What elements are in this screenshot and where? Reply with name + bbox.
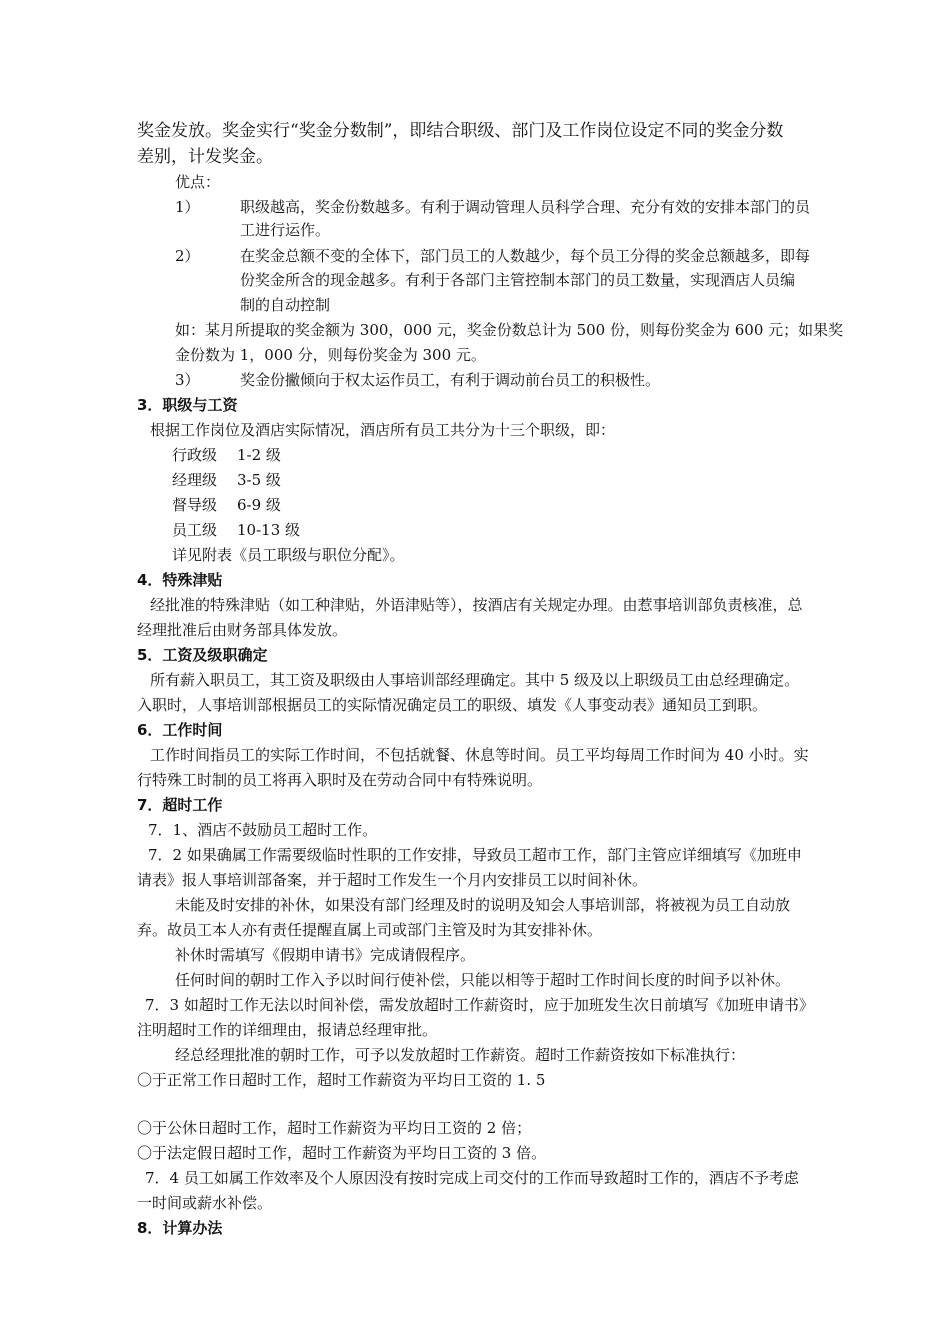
section-3-note: 详见附表《员工职级与职位分配》。 — [172, 546, 405, 564]
section-7-title: 7．超时工作 — [137, 796, 223, 814]
section-4-line-1: 经批准的特殊津贴（如工种津贴，外语津贴等），按酒店有关规定办理。由惹事培训部负责核准，总 — [150, 596, 803, 614]
item-2-line-3: 制的自动控制 — [240, 296, 331, 314]
clause-7-2b-line-1: 未能及时安排的补休，如果没有部门经理及时的说明及知会人事培训部，将被视为员工自动放 — [175, 896, 791, 914]
clause-7-1: 7．1、酒店不鼓励员工超时工作。 — [148, 821, 378, 839]
level-row-1-name: 行政级 — [172, 446, 218, 464]
section-6-line-2: 行特殊工时制的员工将再入职时及在劳动合同中有特殊说明。 — [137, 771, 543, 789]
clause-7-2b-line-2: 弃。故员工本人亦有责任提醒直属上司或部门主管及时为其安排补休。 — [137, 921, 603, 939]
item-3-number: 3） — [175, 371, 200, 389]
section-6-line-1: 工作时间指员工的实际工作时间，不包括就餐、休息等时间。员工平均每周工作时间为 40 小时。实 — [150, 746, 809, 764]
item-1-line-2: 工进行运作。 — [240, 221, 331, 239]
section-5-line-1: 所有薪入职员工，其工资及职级由人事培训部经理确定。其中 5 级及以上职级员工由总经理确定。 — [150, 671, 800, 689]
rate-normal-day: 〇于正常工作日超时工作，超时工作薪资为平均日工资的 1. 5 — [137, 1071, 546, 1089]
level-row-3-name: 督导级 — [172, 496, 218, 514]
level-row-4-range: 10-13 级 — [237, 521, 301, 539]
clause-7-4-line-1: 7．4 员工如属工作效率及个人原因没有按时完成上司交付的工作而导致超时工作的，酒店不予考虑 — [145, 1169, 799, 1187]
section-8-title: 8．计算办法 — [137, 1219, 223, 1237]
level-row-2-name: 经理级 — [172, 471, 218, 489]
section-4-line-2: 经理批准后由财务部具体发放。 — [137, 621, 348, 639]
item-3-line-1: 奖金份撇倾向于权太运作员工，有利于调动前台员工的积极性。 — [240, 371, 661, 389]
section-6-title: 6．工作时间 — [137, 721, 223, 739]
example-line-2: 金份数为 1，000 分，则每份奖金为 300 元。 — [175, 346, 486, 364]
clause-7-3-line-1: 7．3 如超时工作无法以时间补偿，需发放超时工作薪资时，应于加班发生次日前填写《加班申请书》 — [145, 996, 814, 1014]
rate-holiday: 〇于法定假日超时工作，超时工作薪资为平均日工资的 3 倍。 — [137, 1144, 547, 1162]
item-2-line-1: 在奖金总额不变的全体下，部门员工的人数越少，每个员工分得的奖金总额越多，即每 — [240, 247, 811, 265]
section-5-title: 5．工资及级职确定 — [137, 646, 268, 664]
intro-line-1: 奖金发放。奖金实行“奖金分数制”，即结合职级、部门及工作岗位设定不同的奖金分数 — [137, 121, 784, 141]
clause-7-3-line-2: 注明超时工作的详细理由，报请总经理审批。 — [137, 1021, 438, 1039]
level-row-1-range: 1-2 级 — [237, 446, 281, 464]
clause-7-2c: 补休时需填写《假期申请书》完成请假程序。 — [175, 946, 476, 964]
section-3-intro: 根据工作岗位及酒店实际情况，酒店所有员工共分为十三个职级，即： — [150, 421, 616, 439]
clause-7-2-line-1: 7．2 如果确属工作需要级临时性职的工作安排，导致员工超市工作，部门主管应详细填写《加班申 — [148, 846, 802, 864]
item-2-number: 2） — [175, 247, 200, 265]
level-row-3-range: 6-9 级 — [237, 496, 281, 514]
example-line-1: 如：某月所提取的奖金额为 300，000 元，奖金份数总计为 500 份，则每份奖金为 600 元；如果奖 — [175, 321, 844, 339]
advantages-label: 优点： — [175, 173, 221, 191]
section-5-line-2: 入职时，人事培训部根据员工的实际情况确定员工的职级、填发《人事变动表》通知员工到职。 — [137, 696, 768, 714]
clause-7-2-line-2: 请表》报人事培训部备案，并于超时工作发生一个月内安排员工以时间补休。 — [137, 871, 648, 889]
intro-line-2: 差别，计发奖金。 — [137, 147, 273, 167]
item-1-number: 1） — [175, 198, 200, 216]
rate-rest-day: 〇于公休日超时工作，超时工作薪资为平均日工资的 2 倍； — [137, 1119, 532, 1137]
clause-7-2d: 任何时间的朝时工作入予以时间行使补偿，只能以相等于超时工作时间长度的时间予以补休。 — [175, 971, 791, 989]
clause-7-4-line-2: 一时间或薪水补偿。 — [137, 1194, 273, 1212]
item-2-line-2: 份奖金所含的现金越多。有利于各部门主管控制本部门的员工数量，实现酒店人员编 — [240, 271, 796, 289]
section-3-title: 3．职级与工资 — [137, 396, 238, 414]
level-row-2-range: 3-5 级 — [237, 471, 281, 489]
item-1-line-1: 职级越高，奖金份数越多。有利于调动管理人员科学合理、充分有效的安排本部门的员 — [240, 198, 811, 216]
clause-7-3b: 经总经理批准的朝时工作，可予以发放超时工作薪资。超时工作薪资按如下标准执行： — [175, 1046, 746, 1064]
section-4-title: 4．特殊津贴 — [137, 571, 223, 589]
level-row-4-name: 员工级 — [172, 521, 218, 539]
